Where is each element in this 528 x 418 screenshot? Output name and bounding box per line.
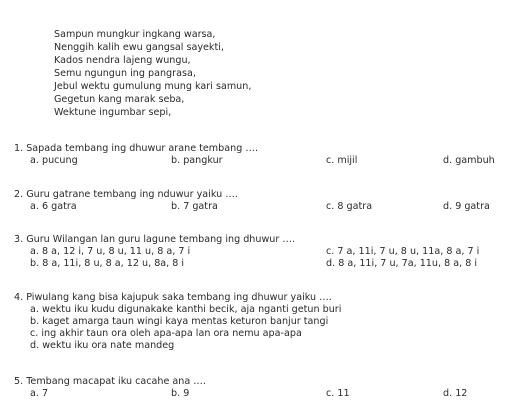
poem-line: Wektune ingumbar sepi, xyxy=(54,107,172,118)
option-c[interactable]: c. ing akhir taun ora oleh apa-apa lan ora nemu apa-apa xyxy=(30,328,302,339)
option-d[interactable]: d. wektu iku ora nate mandeg xyxy=(30,340,175,351)
poem-line: Jebul wektu gumulung mung kari samun, xyxy=(54,81,252,92)
question-text: 2. Guru gatrane tembang ing nduwur yaiku …. xyxy=(14,189,238,200)
option-a[interactable]: a. 8 a, 12 i, 7 u, 8 u, 11 u, 8 a, 7 i xyxy=(30,246,191,257)
answer-options-row xyxy=(14,258,522,270)
option-b[interactable]: b. kaget amarga taun wingi kaya mentas keturon banjur tangi xyxy=(30,316,329,327)
answer-options-row xyxy=(14,246,522,258)
option-b[interactable]: b. pangkur xyxy=(171,155,223,166)
option-a[interactable]: a. 6 gatra xyxy=(30,201,77,212)
poem-stanza xyxy=(54,28,251,119)
option-b[interactable]: b. 9 xyxy=(171,388,190,399)
question-1 xyxy=(14,143,522,167)
question-text: 3. Guru Wilangan lan guru lagune tembang ing dhuwur …. xyxy=(14,234,296,245)
option-d[interactable]: d. 9 gatra xyxy=(443,201,490,212)
option-b[interactable]: b. 7 gatra xyxy=(171,201,218,212)
option-c[interactable]: c. 7 a, 11i, 7 u, 8 u, 11a, 8 a, 7 i xyxy=(326,246,480,257)
poem-line: Sampun mungkur ingkang warsa, xyxy=(54,29,216,40)
option-d[interactable]: d. 8 a, 11i, 7 u, 7a, 11u, 8 a, 8 i xyxy=(326,258,478,269)
answer-options xyxy=(14,388,522,400)
option-c[interactable]: c. 11 xyxy=(326,388,350,399)
option-d[interactable]: d. 12 xyxy=(443,388,468,399)
question-3 xyxy=(14,234,522,270)
option-a[interactable]: a. 7 xyxy=(30,388,49,399)
option-d[interactable]: d. gambuh xyxy=(443,155,495,166)
question-text: 5. Tembang macapat iku cacahe ana …. xyxy=(14,376,206,387)
poem-line: Nenggih kalih ewu gangsal sayekti, xyxy=(54,42,224,53)
option-a[interactable]: a. wektu iku kudu digunakake kanthi becik, aja nganti getun buri xyxy=(30,304,342,315)
question-5 xyxy=(14,376,522,400)
poem-line: Gegetun kang marak seba, xyxy=(54,94,185,105)
option-c[interactable]: c. mijil xyxy=(326,155,358,166)
poem-line: Kados nendra lajeng wungu, xyxy=(54,55,191,66)
option-a[interactable]: a. pucung xyxy=(30,155,78,166)
poem-line: Semu ngungun ing pangrasa, xyxy=(54,68,196,79)
option-b[interactable]: b. 8 a, 11i, 8 u, 8 a, 12 u, 8a, 8 i xyxy=(30,258,185,269)
question-text: 1. Sapada tembang ing dhuwur arane tembang …. xyxy=(14,143,258,154)
answer-options xyxy=(14,201,522,213)
option-c[interactable]: c. 8 gatra xyxy=(326,201,373,212)
question-text: 4. Piwulang kang bisa kajupuk saka tembang ing dhuwur yaiku …. xyxy=(14,292,332,303)
question-2 xyxy=(14,189,522,213)
answer-options xyxy=(14,155,522,167)
question-4 xyxy=(14,292,522,352)
